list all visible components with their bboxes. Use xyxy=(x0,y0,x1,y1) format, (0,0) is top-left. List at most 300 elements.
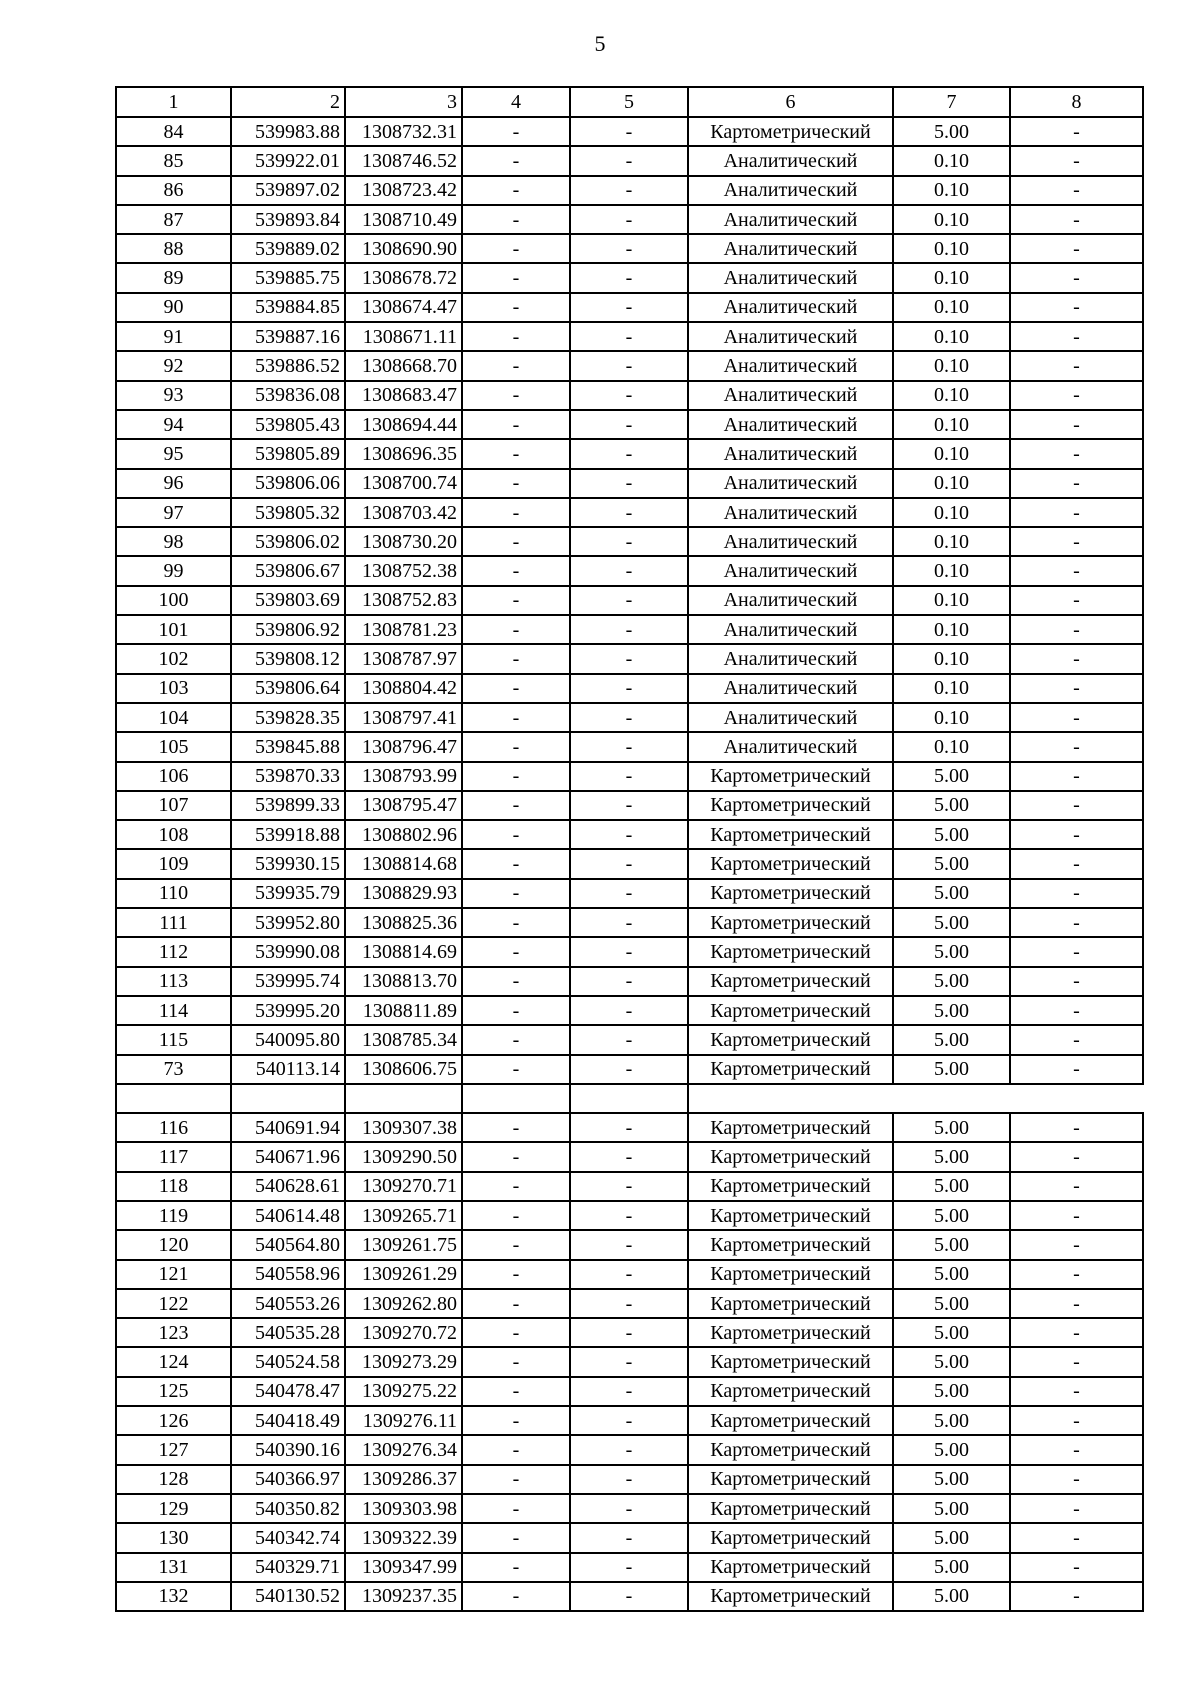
table-row xyxy=(116,703,1143,732)
cell-col-5: - xyxy=(570,381,688,410)
cell-x-coordinate: 539893.84 xyxy=(231,205,345,234)
cell-accuracy: 5.00 xyxy=(893,1055,1010,1084)
cell-method: Аналитический xyxy=(688,498,893,527)
cell-x-coordinate: 539836.08 xyxy=(231,381,345,410)
cell-point-number: 130 xyxy=(116,1523,231,1552)
header-x-coordinate: 2 xyxy=(231,87,345,117)
cell-y-coordinate: 1309347.99 xyxy=(345,1553,462,1582)
cell-accuracy: 0.10 xyxy=(893,322,1010,351)
table-row xyxy=(116,1523,1143,1552)
cell-col-5: - xyxy=(570,879,688,908)
cell-y-coordinate: 1308678.72 xyxy=(345,263,462,292)
cell-col-8: - xyxy=(1010,322,1143,351)
table-row xyxy=(116,322,1143,351)
cell-col-5: - xyxy=(570,556,688,585)
cell-y-coordinate: 1309276.11 xyxy=(345,1406,462,1435)
cell-accuracy: 0.10 xyxy=(893,293,1010,322)
table-body xyxy=(116,87,1143,1611)
table-row xyxy=(116,1435,1143,1464)
cell-y-coordinate: 1308671.11 xyxy=(345,322,462,351)
table-row xyxy=(116,615,1143,644)
cell-col-5: - xyxy=(570,820,688,849)
cell-col-5: - xyxy=(570,1435,688,1464)
cell-accuracy: 5.00 xyxy=(893,1465,1010,1494)
cell-col-4: - xyxy=(462,791,570,820)
cell-col-4: - xyxy=(462,556,570,585)
cell-method: Аналитический xyxy=(688,615,893,644)
cell-point-number: 116 xyxy=(116,1113,231,1142)
cell-method: Картометрический xyxy=(688,1172,893,1201)
cell-y-coordinate: 1308793.99 xyxy=(345,762,462,791)
cell-col-8: - xyxy=(1010,674,1143,703)
cell-col-5: - xyxy=(570,1523,688,1552)
cell-method: Картометрический xyxy=(688,762,893,791)
cell-col-4: - xyxy=(462,1494,570,1523)
cell-method: Картометрический xyxy=(688,1142,893,1171)
cell-x-coordinate: 540350.82 xyxy=(231,1494,345,1523)
cell-col-5: - xyxy=(570,732,688,761)
cell-col-8: - xyxy=(1010,1582,1143,1611)
cell-y-coordinate: 1308683.47 xyxy=(345,381,462,410)
cell-accuracy: 0.10 xyxy=(893,263,1010,292)
cell-x-coordinate: 539803.69 xyxy=(231,586,345,615)
table-row xyxy=(116,1260,1143,1289)
cell-method: Аналитический xyxy=(688,469,893,498)
cell-y-coordinate: 1309275.22 xyxy=(345,1377,462,1406)
cell-col-4: - xyxy=(462,381,570,410)
cell-accuracy: 5.00 xyxy=(893,1260,1010,1289)
cell-x-coordinate: 539930.15 xyxy=(231,849,345,878)
cell-col-8: - xyxy=(1010,1025,1143,1054)
cell-point-number: 108 xyxy=(116,820,231,849)
cell-accuracy: 5.00 xyxy=(893,1025,1010,1054)
cell-col-8: - xyxy=(1010,644,1143,673)
cell-accuracy: 0.10 xyxy=(893,234,1010,263)
cell-x-coordinate: 539806.64 xyxy=(231,674,345,703)
cell-x-coordinate: 539885.75 xyxy=(231,263,345,292)
cell-method: Картометрический xyxy=(688,1435,893,1464)
cell-point-number: 118 xyxy=(116,1172,231,1201)
cell-y-coordinate: 1308814.68 xyxy=(345,849,462,878)
cell-method: Картометрический xyxy=(688,1113,893,1142)
cell-method: Картометрический xyxy=(688,1260,893,1289)
cell-col-4: - xyxy=(462,586,570,615)
cell-accuracy: 5.00 xyxy=(893,908,1010,937)
cell-method: Картометрический xyxy=(688,1406,893,1435)
table-row xyxy=(116,117,1143,146)
cell-method: Аналитический xyxy=(688,146,893,175)
cell-point-number: 112 xyxy=(116,937,231,966)
table-row xyxy=(116,1289,1143,1318)
cell-y-coordinate: 1308781.23 xyxy=(345,615,462,644)
cell-method: Картометрический xyxy=(688,820,893,849)
cell-method: Картометрический xyxy=(688,1201,893,1230)
table-row xyxy=(116,732,1143,761)
cell-point-number: 115 xyxy=(116,1025,231,1054)
cell-accuracy: 0.10 xyxy=(893,527,1010,556)
cell-col-8: - xyxy=(1010,469,1143,498)
cell-col-5: - xyxy=(570,146,688,175)
cell-col-4: - xyxy=(462,1055,570,1084)
cell-col-4: - xyxy=(462,1523,570,1552)
header-col-5: 5 xyxy=(570,87,688,117)
cell-col-8: - xyxy=(1010,1435,1143,1464)
cell-accuracy: 5.00 xyxy=(893,791,1010,820)
cell-x-coordinate: 539889.02 xyxy=(231,234,345,263)
page-number: 5 xyxy=(594,31,606,56)
cell-method: Картометрический xyxy=(688,1025,893,1054)
cell-col-5: - xyxy=(570,615,688,644)
table-row xyxy=(116,469,1143,498)
table-row xyxy=(116,996,1143,1025)
cell-col-4: - xyxy=(462,322,570,351)
cell-accuracy: 5.00 xyxy=(893,937,1010,966)
cell-col-8: - xyxy=(1010,1142,1143,1171)
cell-col-4: - xyxy=(462,1113,570,1142)
cell-accuracy: 5.00 xyxy=(893,762,1010,791)
cell-point-number: 84 xyxy=(116,117,231,146)
cell-method: Аналитический xyxy=(688,439,893,468)
table-row xyxy=(116,1142,1143,1171)
table-row xyxy=(116,908,1143,937)
cell-col-5: - xyxy=(570,1055,688,1084)
cell-col-8: - xyxy=(1010,1201,1143,1230)
cell-col-8: - xyxy=(1010,1553,1143,1582)
cell-y-coordinate: 1308802.96 xyxy=(345,820,462,849)
cell-col-8: - xyxy=(1010,762,1143,791)
cell-point-number: 92 xyxy=(116,351,231,380)
separator-cell xyxy=(462,1084,570,1113)
header-col-4: 4 xyxy=(462,87,570,117)
cell-accuracy: 5.00 xyxy=(893,879,1010,908)
cell-x-coordinate: 539806.67 xyxy=(231,556,345,585)
table-row xyxy=(116,527,1143,556)
cell-point-number: 94 xyxy=(116,410,231,439)
cell-y-coordinate: 1308746.52 xyxy=(345,146,462,175)
cell-x-coordinate: 539870.33 xyxy=(231,762,345,791)
table-row xyxy=(116,351,1143,380)
cell-col-5: - xyxy=(570,351,688,380)
cell-accuracy: 5.00 xyxy=(893,996,1010,1025)
cell-accuracy: 0.10 xyxy=(893,644,1010,673)
cell-x-coordinate: 539918.88 xyxy=(231,820,345,849)
cell-method: Аналитический xyxy=(688,351,893,380)
cell-col-8: - xyxy=(1010,439,1143,468)
cell-col-5: - xyxy=(570,1377,688,1406)
cell-x-coordinate: 539897.02 xyxy=(231,176,345,205)
cell-method: Аналитический xyxy=(688,322,893,351)
cell-y-coordinate: 1309237.35 xyxy=(345,1582,462,1611)
cell-col-8: - xyxy=(1010,1055,1143,1084)
table-row xyxy=(116,644,1143,673)
cell-col-8: - xyxy=(1010,263,1143,292)
header-point-number: 1 xyxy=(116,87,231,117)
cell-x-coordinate: 540558.96 xyxy=(231,1260,345,1289)
cell-y-coordinate: 1308796.47 xyxy=(345,732,462,761)
cell-x-coordinate: 539806.02 xyxy=(231,527,345,556)
separator-cell xyxy=(116,1084,231,1113)
cell-x-coordinate: 539990.08 xyxy=(231,937,345,966)
cell-col-8: - xyxy=(1010,1523,1143,1552)
cell-col-4: - xyxy=(462,1172,570,1201)
cell-accuracy: 0.10 xyxy=(893,674,1010,703)
table-row xyxy=(116,1494,1143,1523)
cell-y-coordinate: 1308710.49 xyxy=(345,205,462,234)
cell-col-8: - xyxy=(1010,937,1143,966)
table-row xyxy=(116,439,1143,468)
cell-accuracy: 5.00 xyxy=(893,1377,1010,1406)
cell-accuracy: 5.00 xyxy=(893,1289,1010,1318)
cell-point-number: 110 xyxy=(116,879,231,908)
cell-col-4: - xyxy=(462,762,570,791)
cell-point-number: 98 xyxy=(116,527,231,556)
cell-y-coordinate: 1308795.47 xyxy=(345,791,462,820)
separator-cell xyxy=(231,1084,345,1113)
cell-point-number: 86 xyxy=(116,176,231,205)
table-row xyxy=(116,937,1143,966)
table-row xyxy=(116,410,1143,439)
cell-x-coordinate: 539983.88 xyxy=(231,117,345,146)
cell-x-coordinate: 539806.92 xyxy=(231,615,345,644)
cell-col-4: - xyxy=(462,146,570,175)
cell-method: Картометрический xyxy=(688,908,893,937)
separator-cell xyxy=(688,1084,1143,1113)
cell-accuracy: 0.10 xyxy=(893,381,1010,410)
cell-col-8: - xyxy=(1010,1494,1143,1523)
cell-y-coordinate: 1308752.83 xyxy=(345,586,462,615)
cell-col-8: - xyxy=(1010,498,1143,527)
cell-col-5: - xyxy=(570,527,688,556)
cell-accuracy: 5.00 xyxy=(893,1113,1010,1142)
cell-col-4: - xyxy=(462,176,570,205)
cell-accuracy: 0.10 xyxy=(893,703,1010,732)
cell-method: Картометрический xyxy=(688,967,893,996)
cell-y-coordinate: 1309262.80 xyxy=(345,1289,462,1318)
cell-col-4: - xyxy=(462,1260,570,1289)
cell-accuracy: 0.10 xyxy=(893,586,1010,615)
cell-x-coordinate: 540553.26 xyxy=(231,1289,345,1318)
coordinates-table xyxy=(115,86,1144,1612)
cell-method: Аналитический xyxy=(688,293,893,322)
cell-accuracy: 0.10 xyxy=(893,469,1010,498)
cell-method: Картометрический xyxy=(688,879,893,908)
cell-x-coordinate: 539922.01 xyxy=(231,146,345,175)
cell-point-number: 96 xyxy=(116,469,231,498)
cell-y-coordinate: 1308674.47 xyxy=(345,293,462,322)
cell-point-number: 125 xyxy=(116,1377,231,1406)
cell-method: Картометрический xyxy=(688,1055,893,1084)
cell-col-5: - xyxy=(570,498,688,527)
cell-col-5: - xyxy=(570,791,688,820)
cell-col-5: - xyxy=(570,703,688,732)
cell-col-4: - xyxy=(462,1406,570,1435)
table-row xyxy=(116,381,1143,410)
cell-col-5: - xyxy=(570,967,688,996)
cell-x-coordinate: 540614.48 xyxy=(231,1201,345,1230)
cell-x-coordinate: 540628.61 xyxy=(231,1172,345,1201)
cell-y-coordinate: 1308813.70 xyxy=(345,967,462,996)
cell-x-coordinate: 539935.79 xyxy=(231,879,345,908)
cell-x-coordinate: 540390.16 xyxy=(231,1435,345,1464)
cell-point-number: 95 xyxy=(116,439,231,468)
table-row xyxy=(116,1055,1143,1084)
cell-point-number: 99 xyxy=(116,556,231,585)
cell-x-coordinate: 540535.28 xyxy=(231,1318,345,1347)
cell-x-coordinate: 540113.14 xyxy=(231,1055,345,1084)
cell-col-8: - xyxy=(1010,1377,1143,1406)
cell-point-number: 111 xyxy=(116,908,231,937)
table-row xyxy=(116,146,1143,175)
cell-method: Картометрический xyxy=(688,1318,893,1347)
table-row xyxy=(116,1230,1143,1259)
cell-col-5: - xyxy=(570,205,688,234)
cell-col-8: - xyxy=(1010,527,1143,556)
cell-accuracy: 0.10 xyxy=(893,439,1010,468)
cell-point-number: 113 xyxy=(116,967,231,996)
section-separator-row xyxy=(116,1084,1143,1113)
cell-col-5: - xyxy=(570,410,688,439)
cell-col-8: - xyxy=(1010,791,1143,820)
cell-y-coordinate: 1309261.29 xyxy=(345,1260,462,1289)
cell-col-5: - xyxy=(570,1201,688,1230)
cell-accuracy: 5.00 xyxy=(893,117,1010,146)
cell-y-coordinate: 1309273.29 xyxy=(345,1347,462,1376)
cell-col-5: - xyxy=(570,937,688,966)
cell-method: Аналитический xyxy=(688,263,893,292)
table-row xyxy=(116,1318,1143,1347)
cell-point-number: 105 xyxy=(116,732,231,761)
cell-col-8: - xyxy=(1010,615,1143,644)
cell-method: Аналитический xyxy=(688,234,893,263)
cell-y-coordinate: 1308752.38 xyxy=(345,556,462,585)
cell-col-5: - xyxy=(570,263,688,292)
cell-col-5: - xyxy=(570,1406,688,1435)
cell-method: Аналитический xyxy=(688,410,893,439)
cell-accuracy: 0.10 xyxy=(893,146,1010,175)
cell-point-number: 85 xyxy=(116,146,231,175)
cell-y-coordinate: 1308811.89 xyxy=(345,996,462,1025)
cell-col-4: - xyxy=(462,469,570,498)
cell-x-coordinate: 539886.52 xyxy=(231,351,345,380)
cell-y-coordinate: 1308694.44 xyxy=(345,410,462,439)
table-row xyxy=(116,556,1143,585)
cell-y-coordinate: 1309265.71 xyxy=(345,1201,462,1230)
cell-col-8: - xyxy=(1010,381,1143,410)
cell-col-5: - xyxy=(570,762,688,791)
header-method: 6 xyxy=(688,87,893,117)
cell-col-8: - xyxy=(1010,1260,1143,1289)
table-row xyxy=(116,205,1143,234)
cell-accuracy: 5.00 xyxy=(893,1318,1010,1347)
cell-point-number: 89 xyxy=(116,263,231,292)
cell-method: Картометрический xyxy=(688,1347,893,1376)
cell-point-number: 114 xyxy=(116,996,231,1025)
cell-y-coordinate: 1308785.34 xyxy=(345,1025,462,1054)
cell-y-coordinate: 1308606.75 xyxy=(345,1055,462,1084)
cell-col-5: - xyxy=(570,674,688,703)
cell-col-4: - xyxy=(462,644,570,673)
cell-col-4: - xyxy=(462,498,570,527)
cell-col-8: - xyxy=(1010,849,1143,878)
cell-method: Картометрический xyxy=(688,1230,893,1259)
header-col-8: 8 xyxy=(1010,87,1143,117)
cell-col-5: - xyxy=(570,293,688,322)
cell-col-8: - xyxy=(1010,205,1143,234)
cell-point-number: 124 xyxy=(116,1347,231,1376)
table-row xyxy=(116,1172,1143,1201)
cell-accuracy: 0.10 xyxy=(893,556,1010,585)
cell-x-coordinate: 539899.33 xyxy=(231,791,345,820)
cell-col-5: - xyxy=(570,1142,688,1171)
cell-col-8: - xyxy=(1010,293,1143,322)
cell-col-5: - xyxy=(570,1025,688,1054)
cell-col-5: - xyxy=(570,1494,688,1523)
cell-col-8: - xyxy=(1010,556,1143,585)
cell-method: Картометрический xyxy=(688,937,893,966)
cell-col-4: - xyxy=(462,410,570,439)
cell-x-coordinate: 540329.71 xyxy=(231,1553,345,1582)
cell-accuracy: 0.10 xyxy=(893,732,1010,761)
cell-point-number: 132 xyxy=(116,1582,231,1611)
cell-accuracy: 5.00 xyxy=(893,1347,1010,1376)
cell-col-8: - xyxy=(1010,117,1143,146)
cell-accuracy: 0.10 xyxy=(893,205,1010,234)
cell-method: Аналитический xyxy=(688,381,893,410)
cell-point-number: 101 xyxy=(116,615,231,644)
cell-col-8: - xyxy=(1010,176,1143,205)
cell-method: Аналитический xyxy=(688,674,893,703)
cell-y-coordinate: 1308804.42 xyxy=(345,674,462,703)
table-row xyxy=(116,586,1143,615)
cell-col-4: - xyxy=(462,1582,570,1611)
cell-method: Аналитический xyxy=(688,205,893,234)
table-row xyxy=(116,820,1143,849)
cell-method: Картометрический xyxy=(688,1553,893,1582)
cell-col-5: - xyxy=(570,439,688,468)
header-row xyxy=(116,87,1143,117)
cell-y-coordinate: 1309303.98 xyxy=(345,1494,462,1523)
cell-col-8: - xyxy=(1010,879,1143,908)
cell-method: Картометрический xyxy=(688,1582,893,1611)
cell-point-number: 131 xyxy=(116,1553,231,1582)
table-row xyxy=(116,1347,1143,1376)
cell-col-8: - xyxy=(1010,1230,1143,1259)
cell-col-8: - xyxy=(1010,967,1143,996)
cell-x-coordinate: 539805.32 xyxy=(231,498,345,527)
cell-col-4: - xyxy=(462,1435,570,1464)
cell-col-5: - xyxy=(570,644,688,673)
cell-accuracy: 5.00 xyxy=(893,1201,1010,1230)
cell-point-number: 119 xyxy=(116,1201,231,1230)
cell-point-number: 126 xyxy=(116,1406,231,1435)
cell-col-5: - xyxy=(570,1465,688,1494)
cell-col-8: - xyxy=(1010,996,1143,1025)
cell-point-number: 122 xyxy=(116,1289,231,1318)
cell-method: Аналитический xyxy=(688,644,893,673)
cell-col-5: - xyxy=(570,849,688,878)
cell-col-4: - xyxy=(462,293,570,322)
cell-x-coordinate: 540342.74 xyxy=(231,1523,345,1552)
cell-accuracy: 5.00 xyxy=(893,967,1010,996)
cell-x-coordinate: 539884.85 xyxy=(231,293,345,322)
cell-accuracy: 0.10 xyxy=(893,498,1010,527)
cell-col-4: - xyxy=(462,1377,570,1406)
cell-accuracy: 5.00 xyxy=(893,1553,1010,1582)
cell-col-5: - xyxy=(570,117,688,146)
cell-x-coordinate: 539952.80 xyxy=(231,908,345,937)
cell-y-coordinate: 1308787.97 xyxy=(345,644,462,673)
table-row xyxy=(116,674,1143,703)
